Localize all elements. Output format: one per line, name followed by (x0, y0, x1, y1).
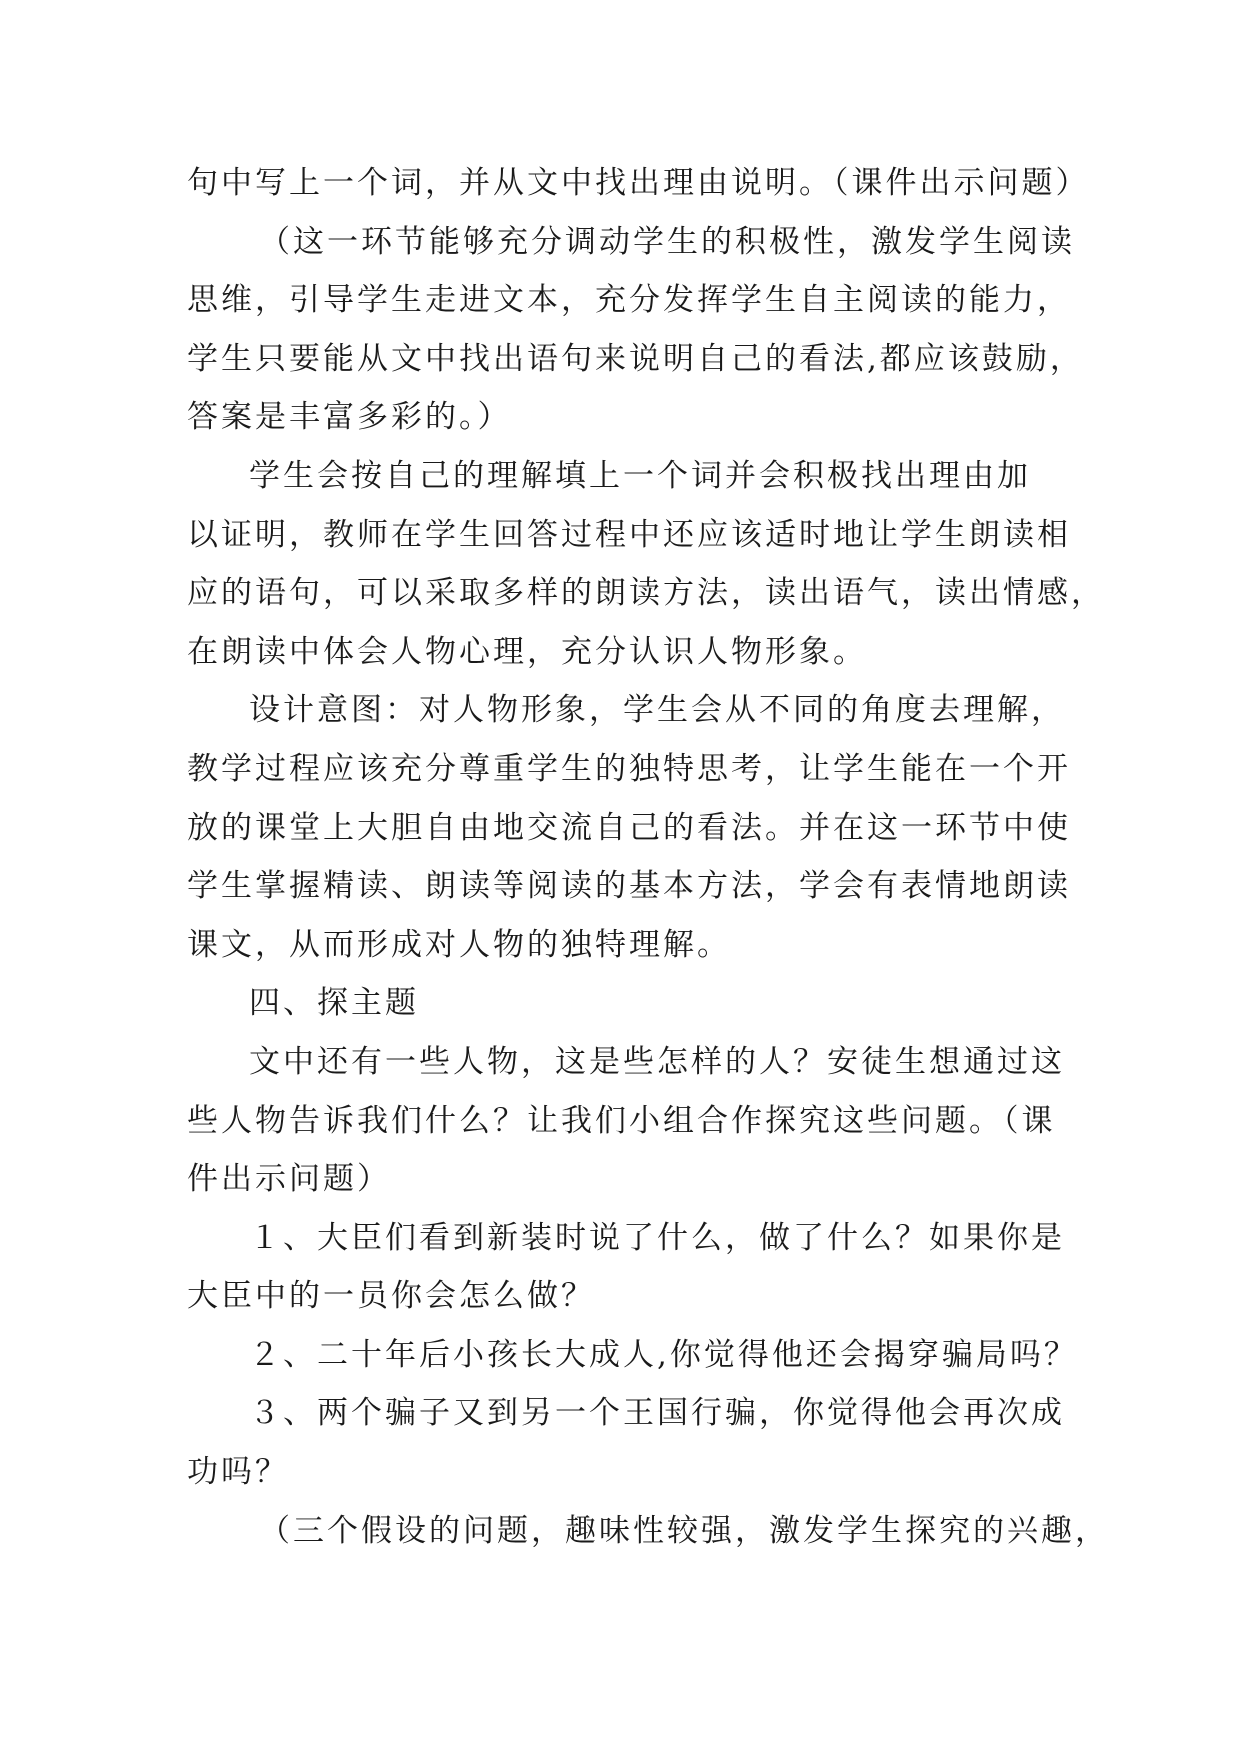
text-line: 答案是丰富多彩的。） (187, 399, 512, 436)
text-line: 以证明，教师在学生回答过程中还应该适时地让学生朗读相 (187, 516, 1071, 553)
text-line: 功吗？ (187, 1454, 289, 1491)
text-line: 设计意图：对人物形象，学生会从不同的角度去理解， (249, 692, 1065, 729)
text-line: （这一环节能够充分调动学生的积极性，激发学生阅读 (259, 223, 1075, 260)
text-line: 教学过程应该充分尊重学生的独特思考，让学生能在一个开 (187, 750, 1071, 787)
document-body (187, 154, 1109, 1560)
text-line: 思维，引导学生走进文本，充分发挥学生自主阅读的能力， (187, 282, 1071, 319)
text-line: 应的语句，可以采取多样的朗读方法，读出语气，读出情感， (187, 575, 1105, 612)
text-line: 课文，从而形成对人物的独特理解。 (187, 926, 731, 963)
list-item: ２、二十年后小孩长大成人,你觉得他还会揭穿骗局吗？ (249, 1336, 1078, 1373)
list-item: １、大臣们看到新装时说了什么，做了什么？如果你是 (249, 1219, 1065, 1256)
text-line: 文中还有一些人物，这是些怎样的人？安徒生想通过这 (249, 1043, 1065, 1080)
text-line: 些人物告诉我们什么？让我们小组合作探究这些问题。（课 (187, 1102, 1056, 1139)
text-line: 学生会按自己的理解填上一个词并会积极找出理由加 (249, 457, 1031, 494)
text-line: 在朗读中体会人物心理，充分认识人物形象。 (187, 633, 867, 670)
text-line: 大臣中的一员你会怎么做？ (187, 1278, 595, 1315)
text-line: 件出示问题） (187, 1161, 391, 1198)
text-line: 句中写上一个词，并从文中找出理由说明。（课件出示问题） (187, 165, 1090, 201)
section-heading: 四、探主题 (249, 985, 419, 1022)
text-line: 学生掌握精读、朗读等阅读的基本方法，学会有表情地朗读 (187, 868, 1071, 905)
list-item: ３、两个骗子又到另一个王国行骗，你觉得他会再次成 (249, 1395, 1065, 1432)
text-line: （三个假设的问题，趣味性较强，激发学生探究的兴趣， (259, 1512, 1109, 1549)
text-line: 放的课堂上大胆自由地交流自己的看法。并在这一环节中使 (187, 809, 1071, 846)
text-line: 学生只要能从文中找出语句来说明自己的看法,都应该鼓励， (187, 340, 1084, 377)
